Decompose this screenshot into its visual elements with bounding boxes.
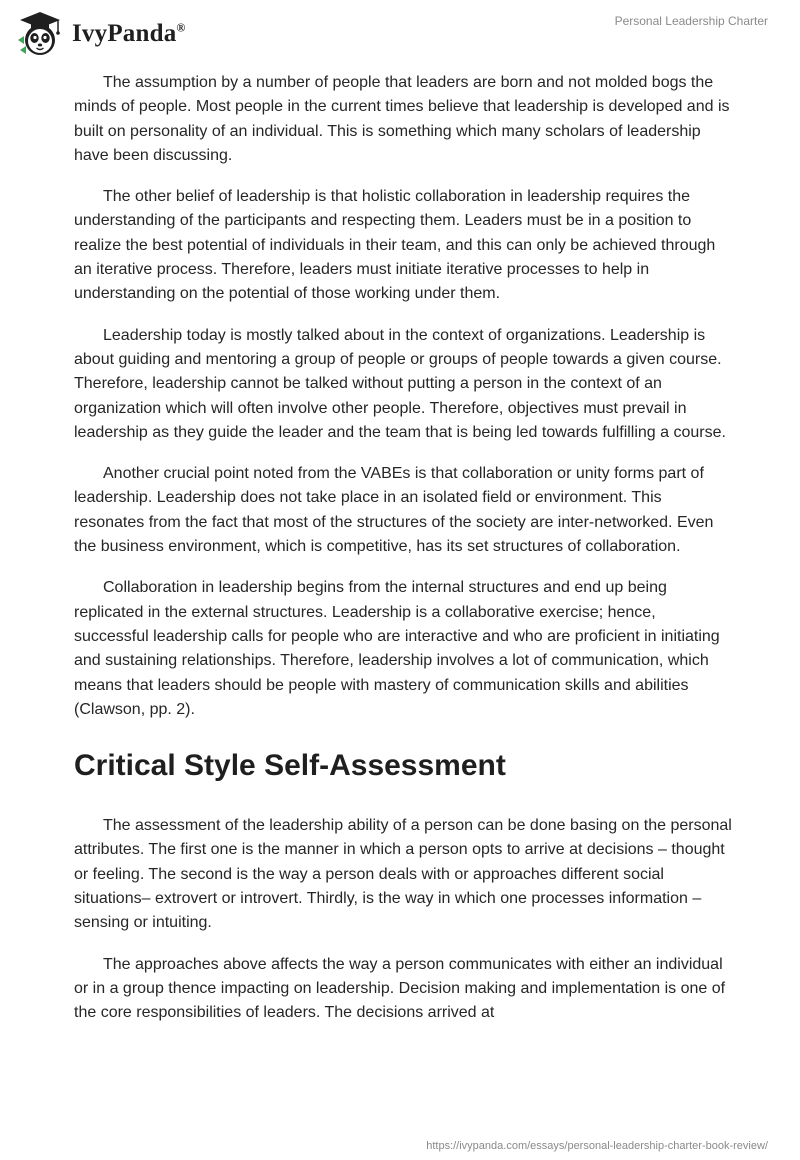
paragraph: The assessment of the leadership ability of a person can be done basing on the personal attributes. The first one is the manner in which a person opts to arrive at decisions – thought or feeling. The second is the way a person deals with or approaches different social situations– extrovert or introvert. Thirdly, is the way in which one processes information – sensing or intuiting. bbox=[74, 817, 732, 932]
section-heading: Critical Style Self-Assessment bbox=[74, 749, 506, 783]
document-title: Personal Leadership Charter bbox=[614, 14, 768, 28]
panda-graduate-icon bbox=[14, 10, 66, 58]
paragraph: The other belief of leadership is that holistic collaboration in leadership requires the understanding of the participants and respecting them. Leaders must be in a position to realize the best potential of individuals in their team, and this can only be achieved through an iterative process. Therefore, leaders must initiate iterative processes to help in understanding on the potential of those working under them. bbox=[74, 188, 716, 303]
paragraph: Another crucial point noted from the VABEs is that collaboration or unity forms part of leadership. Leadership does not take place in an isolated field or environment. This resonates from the fact that most of the structures of the society are inter-networked. Even the business environment, which is competitive, has its set structures of collaboration. bbox=[74, 465, 714, 556]
paragraph: Collaboration in leadership begins from the internal structures and end up being replicated in the external structures. Leadership is a collaborative exercise; hence, successful leadership calls for people who are interactive and who are proficient in initiating and sustaining relationships. Therefore, leadership involves a lot of communication, which means that leaders should be people with mastery of communication skills and abilities (Clawson, pp. 2). bbox=[74, 579, 720, 718]
paragraph: Leadership today is mostly talked about in the context of organizations. Leadership is about guiding and mentoring a group of people or groups of people towards a given course. Therefore, leadership cannot be talked without putting a person in the context of an organization which will often involve other people. Therefore, objectives must prevail in leadership as they guide the leader and the team that is being led towards fulfilling a course. bbox=[74, 326, 726, 441]
logo-text: IvyPanda® bbox=[72, 20, 186, 47]
source-url[interactable]: https://ivypanda.com/essays/personal-leadership-charter-book-review/ bbox=[426, 1140, 768, 1152]
essay-content bbox=[74, 71, 734, 1043]
paragraph: The approaches above affects the way a person communicates with either an individual or in a group thence impacting on leadership. Decision making and implementation is one of the core responsibilities of leaders. The decisions arrived at bbox=[74, 955, 726, 1022]
site-logo[interactable] bbox=[14, 10, 186, 58]
paragraph: The assumption by a number of people that leaders are born and not molded bogs the minds of people. Most people in the current times believe that leadership is developed and is built on personality of an individual. This is something which many scholars of leadership have been discussing. bbox=[74, 74, 730, 164]
